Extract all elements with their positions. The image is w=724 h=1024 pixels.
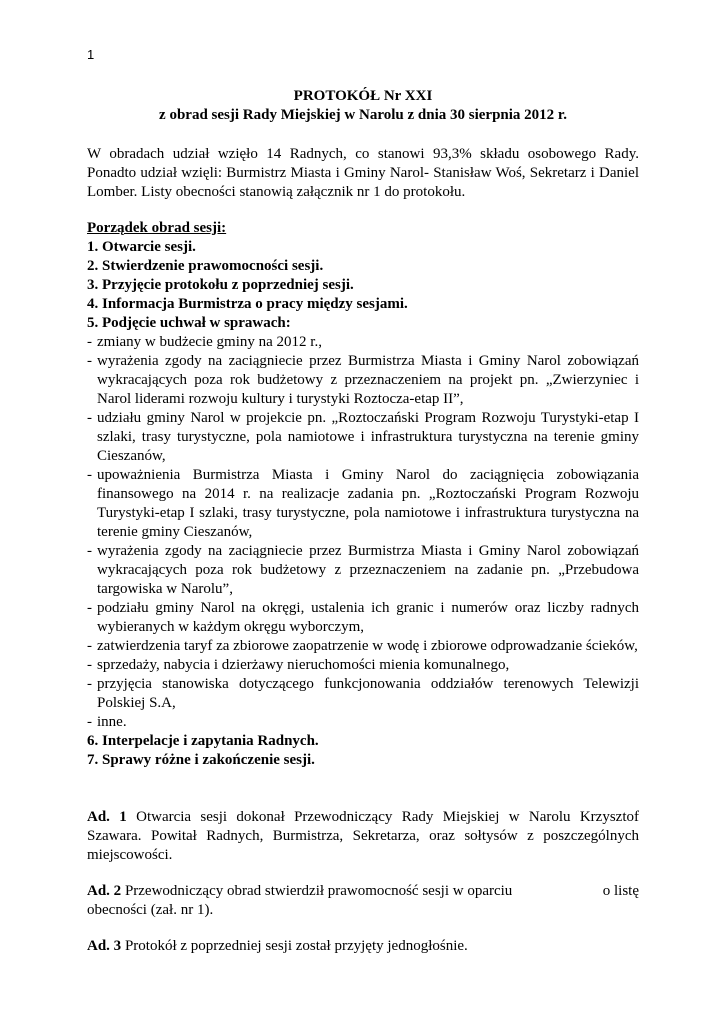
ad1-text: Otwarcia sesji dokonał Przewodniczący Rady Miejskiej w Narolu Krzysztof Szawara. Powitał Radnych, Burmistrza, Sekretarza, oraz sołtysów z poszczególnych miejscowości. <box>87 809 639 863</box>
resolution-item: - sprzedaży, nabycia i dzierżawy nieruchomości mienia komunalnego, <box>87 656 639 675</box>
ad1-paragraph <box>87 808 639 865</box>
ad2-paragraph <box>87 882 639 920</box>
resolution-item: - wyrażenia zgody na zaciągniecie przez Burmistrza Miasta i Gminy Narol zobowiązań wykracających poza rok budżetowy z przeznaczeniem na zadanie pn. „Przebudowa targowiska w Narolu”, <box>87 542 639 599</box>
resolution-item: - upoważnienia Burmistrza Miasta i Gminy Narol do zaciągnięcia zobowiązania finansowego na 2014 r. na realizacje zadania pn. „Roztoczański Program Rozwoju Turystyki-etap I szlaki, trasy turystyczne, pola namiotowe i infrastruktura turystyczna na terenie gminy Cieszanów, <box>87 466 639 542</box>
ad3-text: Protokół z poprzedniej sesji został przyjęty jednogłośnie. <box>124 938 468 954</box>
resolution-item: - przyjęcia stanowiska dotyczącego funkcjonowania oddziałów terenowych Telewizji Polskiej S.A, <box>87 675 639 713</box>
resolution-item: - zmiany w budżecie gminy na 2012 r., <box>87 333 639 352</box>
intro-paragraph: W obradach udział wzięło 14 Radnych, co stanowi 93,3% składu osobowego Rady. Ponadto udział wzięli: Burmistrz Miasta i Gminy Narol- Stanisław Woś, Sekretarz i Daniel Lomber. Listy obecności stanowią załącznik nr 1 do protokołu. <box>87 146 639 200</box>
ad2-label: Ad. 2 <box>87 883 122 899</box>
agenda-item: 2. Stwierdzenie prawomocności sesji. <box>87 258 324 274</box>
ad2-text-line2: obecności (zał. nr 1). <box>87 902 214 918</box>
agenda-item: 6. Interpelacje i zapytania Radnych. <box>87 733 319 749</box>
resolution-item: - podziału gminy Narol na okręgi, ustalenia ich granic i numerów oraz liczby radnych wybieranych w każdym okręgu wyborczym, <box>87 599 639 637</box>
agenda-item: 5. Podjęcie uchwał w sprawach: <box>87 315 291 331</box>
document-body <box>87 87 639 956</box>
page-number: 1 <box>87 47 95 62</box>
ad1-label: Ad. 1 <box>87 809 127 825</box>
resolution-item: - udziału gminy Narol w projekcie pn. „Roztoczański Program Rozwoju Turystyki-etap I szlaki, trasy turystyczne, pola namiotowe i infrastruktura turystyczna na terenie gminy Cieszanów, <box>87 409 639 466</box>
agenda-item: 1. Otwarcie sesji. <box>87 239 196 255</box>
resolution-item: - inne. <box>87 713 639 732</box>
resolution-item: - zatwierdzenia taryf za zbiorowe zaopatrzenie w wodę i zbiorowe odprowadzanie ścieków, <box>87 637 639 656</box>
agenda-item: 7. Sprawy różne i zakończenie sesji. <box>87 752 315 768</box>
ad3-label: Ad. 3 <box>87 938 122 954</box>
agenda-item: 4. Informacja Burmistrza o pracy między sesjami. <box>87 296 408 312</box>
resolution-item: - wyrażenia zgody na zaciągniecie przez Burmistrza Miasta i Gminy Narol zobowiązań wykracających poza rok budżetowy z przeznaczeniem na projekt pn. „Zwierzyniec i Narol liderami rozwoju kultury i turystyki Roztocza-etap II”, <box>87 352 639 409</box>
ad2-text-end: o listę <box>602 883 639 899</box>
resolution-list <box>87 333 639 732</box>
document-subtitle: z obrad sesji Rady Miejskiej w Narolu z dnia 30 sierpnia 2012 r. <box>159 107 567 123</box>
agenda-item: 3. Przyjęcie protokołu z poprzedniej sesji. <box>87 277 354 293</box>
document-title: PROTOKÓŁ Nr XXI <box>293 88 433 104</box>
agenda-heading: Porządek obrad sesji: <box>87 220 227 236</box>
ad3-paragraph <box>87 937 639 956</box>
ad2-text: Przewodniczący obrad stwierdził prawomocność sesji w oparciu <box>124 883 513 899</box>
agenda-list <box>87 238 639 770</box>
